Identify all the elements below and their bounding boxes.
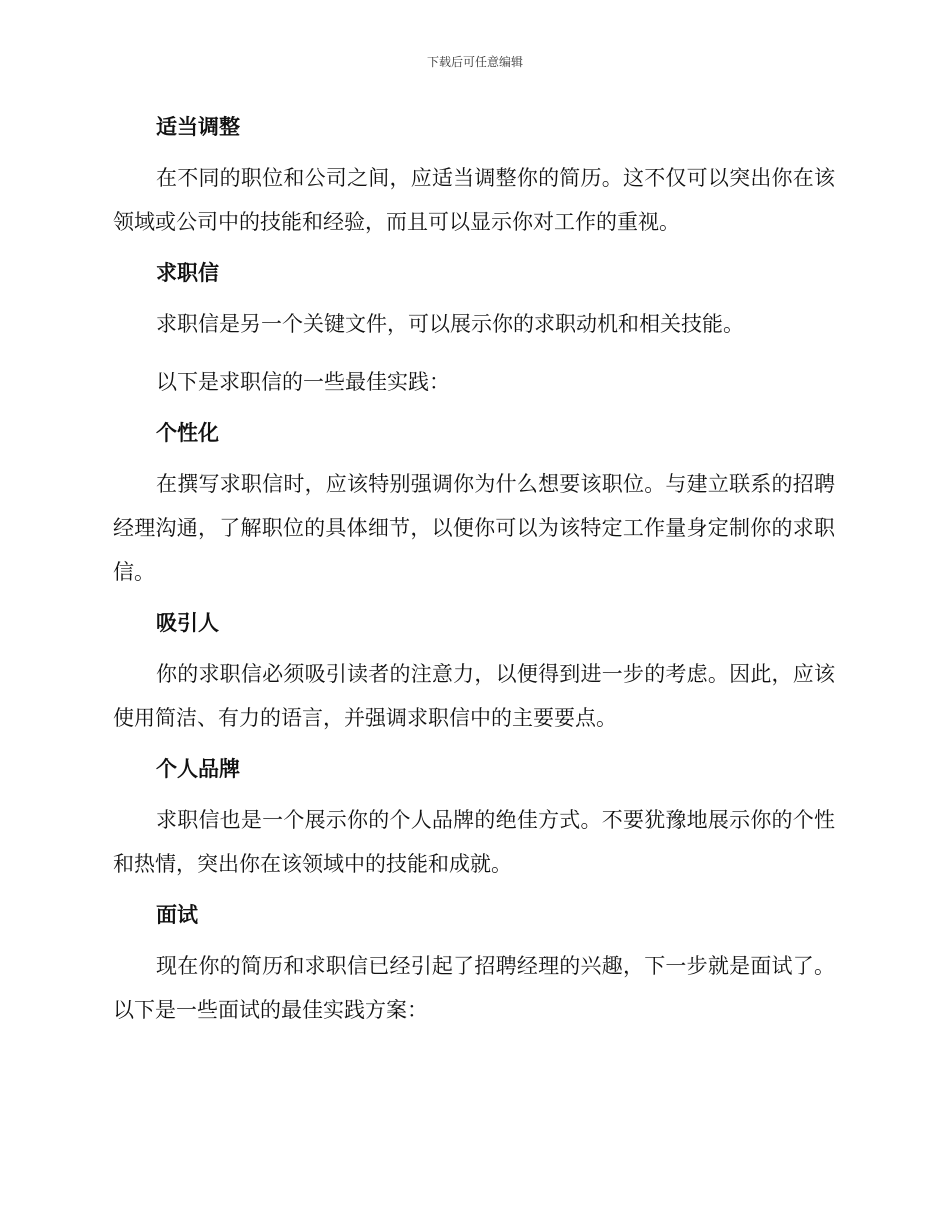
section-personalize <box>113 418 835 608</box>
paragraph: 在不同的职位和公司之间，应适当调整你的简历。这不仅可以突出你在该领域或公司中的技能和经验，而且可以显示你对工作的重视。 <box>113 166 835 234</box>
section-interview <box>113 900 835 1032</box>
page-header: 下载后可任意编辑 <box>426 55 523 69</box>
paragraph: 你的求职信必须吸引读者的注意力，以便得到进一步的考虑。因此，应该使用简洁、有力的语言，并强调求职信中的主要要点。 <box>113 662 835 730</box>
document-body <box>113 112 835 1032</box>
section-heading: 适当调整 <box>156 115 240 139</box>
section-heading: 吸引人 <box>156 611 219 635</box>
paragraph: 求职信是另一个关键文件，可以展示你的求职动机和相关技能。 <box>156 312 744 336</box>
paragraph: 以下是求职信的一些最佳实践： <box>156 370 450 394</box>
section-personal-brand <box>113 754 835 900</box>
paragraph: 在撰写求职信时，应该特别强调你为什么想要该职位。与建立联系的招聘经理沟通，了解职位的具体细节，以便你可以为该特定工作量身定制你的求职信。 <box>113 472 835 584</box>
section-heading: 面试 <box>156 903 198 927</box>
section-cover-letter <box>113 258 835 418</box>
section-heading: 个人品牌 <box>156 757 240 781</box>
paragraph: 现在你的简历和求职信已经引起了招聘经理的兴趣，下一步就是面试了。以下是一些面试的最佳实践方案： <box>113 954 835 1022</box>
paragraph: 求职信也是一个展示你的个人品牌的绝佳方式。不要犹豫地展示你的个性和热情，突出你在该领域中的技能和成就。 <box>113 808 835 876</box>
section-heading: 求职信 <box>156 261 219 285</box>
section-heading: 个性化 <box>156 421 219 445</box>
section-attractive <box>113 608 835 754</box>
section-adjust <box>113 112 835 258</box>
